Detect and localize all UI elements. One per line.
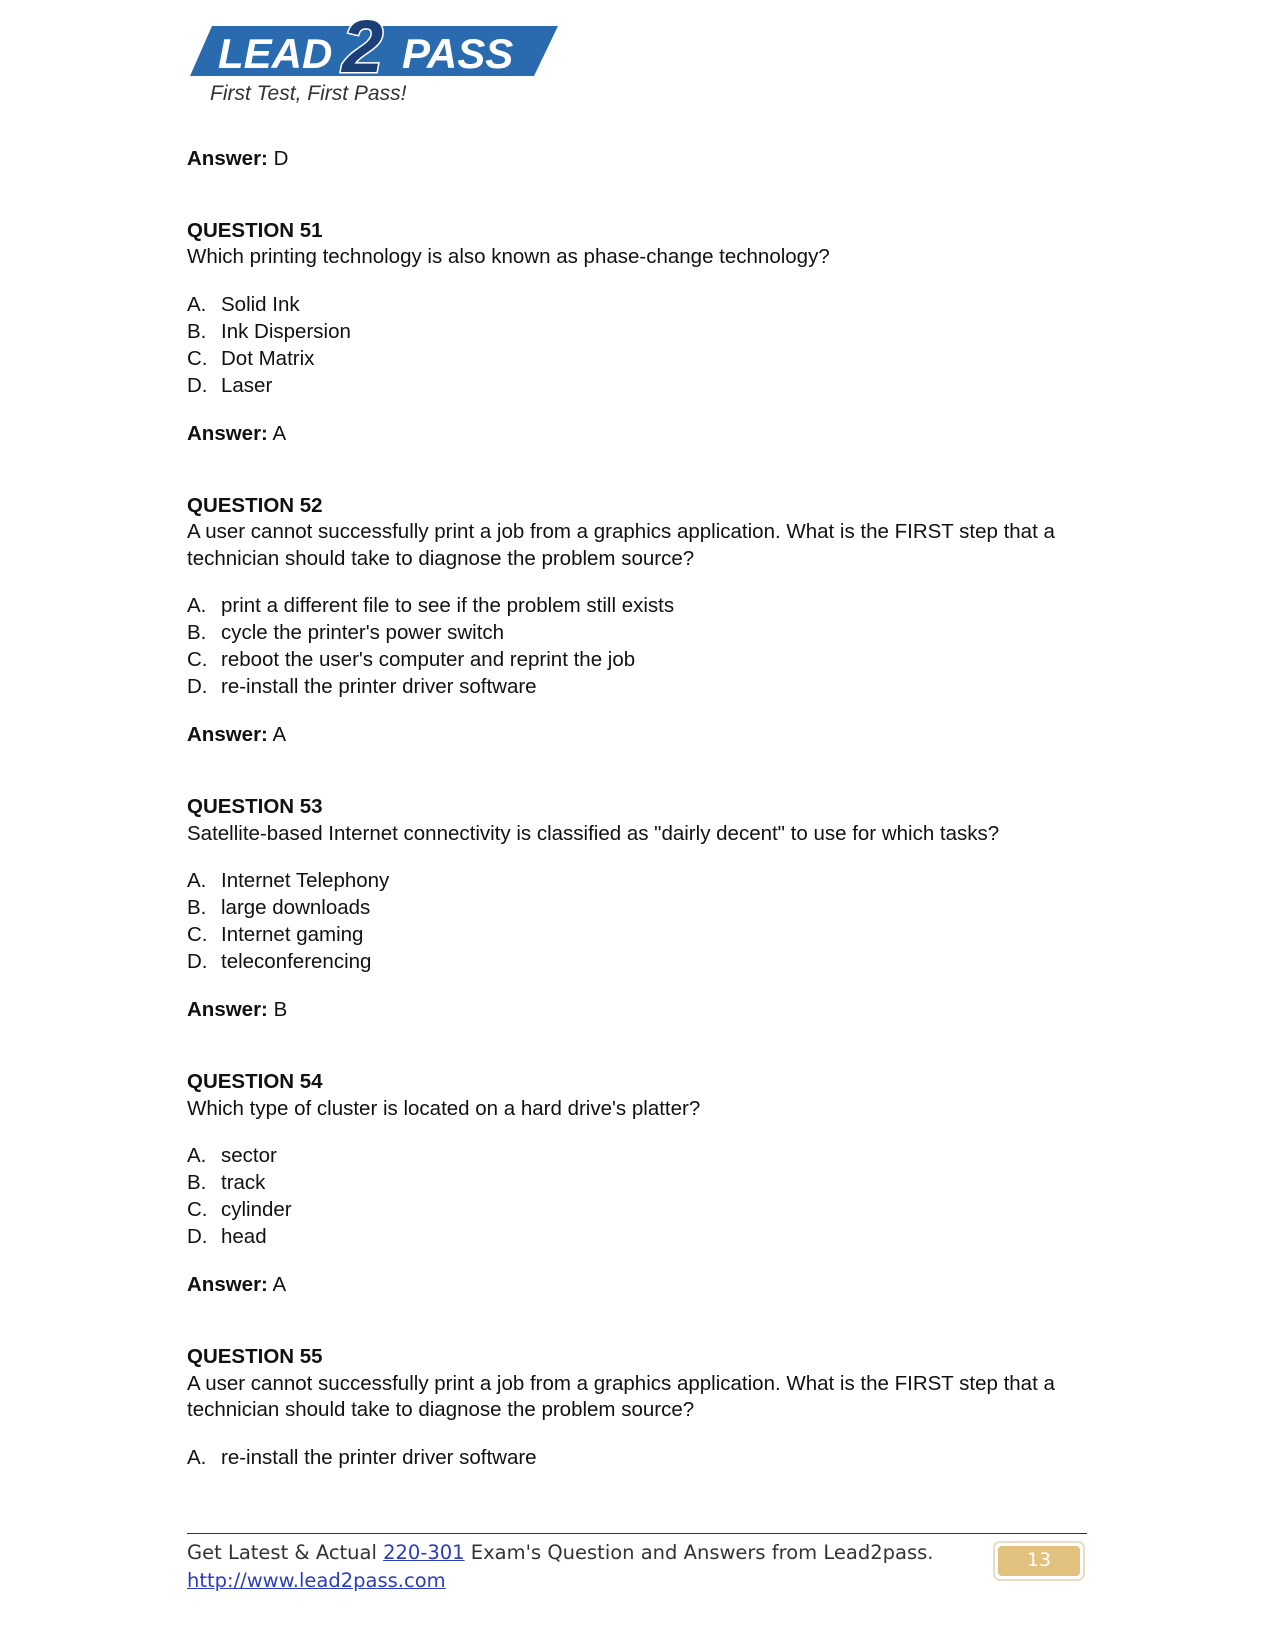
document-body	[187, 146, 1087, 1472]
question-heading: QUESTION 55	[187, 1344, 323, 1368]
question-answer	[187, 421, 1087, 448]
option-text: cylinder	[221, 1198, 292, 1222]
option-list	[187, 868, 1087, 976]
option-letter: D.	[187, 950, 208, 974]
exam-code-link[interactable]: 220-301	[383, 1541, 465, 1564]
option-item	[187, 647, 1087, 674]
answer-value: A	[272, 421, 287, 445]
answer-label: Answer:	[187, 421, 268, 445]
option-text: track	[221, 1171, 266, 1195]
footer-text	[187, 1539, 933, 1595]
page-number-badge	[993, 1541, 1085, 1581]
question-53	[187, 794, 1087, 1024]
option-letter: D.	[187, 675, 208, 699]
footer-suffix: Exam's Question and Answers from Lead2pass.	[464, 1541, 934, 1564]
logo-word-pass: PASS	[402, 30, 514, 77]
option-text: Internet Telephony	[221, 869, 390, 893]
option-letter: C.	[187, 648, 208, 672]
option-item	[187, 922, 1087, 949]
option-text: large downloads	[221, 896, 371, 920]
option-text: Ink Dispersion	[221, 319, 351, 343]
option-letter: A.	[187, 1144, 207, 1168]
option-text: Solid Ink	[221, 292, 300, 316]
question-text: Which type of cluster is located on a hard drive's platter?	[187, 1096, 701, 1120]
option-list	[187, 292, 1087, 400]
option-text: Dot Matrix	[221, 346, 315, 370]
logo-tagline: First Test, First Pass!	[210, 82, 407, 105]
question-text: A user cannot successfully print a job from a graphics application. What is the FIRST step that a technician should take to diagnose the problem source?	[187, 520, 1055, 570]
option-item	[187, 949, 1087, 976]
option-letter: A.	[187, 292, 207, 316]
footer-prefix: Get Latest & Actual	[187, 1541, 384, 1564]
footer-divider	[187, 1533, 1087, 1534]
option-letter: B.	[187, 896, 207, 920]
logo-word-lead: LEAD	[218, 30, 333, 77]
answer-label: Answer:	[187, 1273, 268, 1297]
option-item	[187, 674, 1087, 701]
question-heading: QUESTION 54	[187, 1070, 323, 1094]
option-letter: A.	[187, 1445, 207, 1469]
option-letter: A.	[187, 869, 207, 893]
question-text: Satellite-based Internet connectivity is classified as "dairly decent" to use for which tasks?	[187, 821, 1000, 845]
option-letter: B.	[187, 621, 207, 645]
option-letter: A.	[187, 594, 207, 618]
option-letter: C.	[187, 1198, 208, 1222]
question-answer	[187, 722, 1087, 749]
option-letter: D.	[187, 373, 208, 397]
answer-value: D	[273, 147, 289, 170]
answer-value: A	[272, 1273, 287, 1297]
option-letter: B.	[187, 319, 207, 343]
question-heading: QUESTION 53	[187, 795, 323, 819]
option-list	[187, 593, 1087, 701]
question-51	[187, 218, 1087, 448]
answer-value: A	[272, 723, 287, 747]
answer-value: B	[273, 998, 288, 1022]
site-url-link[interactable]: http://www.lead2pass.com	[187, 1569, 446, 1592]
option-item	[187, 373, 1087, 400]
option-item	[187, 895, 1087, 922]
option-text: re-install the printer driver software	[221, 1445, 537, 1469]
option-letter: C.	[187, 923, 208, 947]
option-text: print a different file to see if the problem still exists	[221, 594, 675, 618]
question-text: A user cannot successfully print a job from a graphics application. What is the FIRST step that a technician should take to diagnose the problem source?	[187, 1371, 1055, 1422]
question-55	[187, 1344, 1087, 1472]
answer-label: Answer:	[187, 998, 268, 1022]
question-54	[187, 1069, 1087, 1299]
option-item	[187, 1197, 1087, 1224]
option-item	[187, 346, 1087, 373]
option-item	[187, 620, 1087, 647]
question-52	[187, 493, 1087, 750]
option-list	[187, 1445, 1087, 1472]
option-letter: C.	[187, 346, 208, 370]
option-text: cycle the printer's power switch	[221, 621, 505, 645]
question-heading: QUESTION 52	[187, 493, 323, 517]
option-item	[187, 319, 1087, 346]
answer-label: Answer:	[187, 723, 268, 747]
option-list	[187, 1143, 1087, 1251]
option-letter: D.	[187, 1225, 208, 1249]
logo-digit-2: 2	[342, 6, 384, 88]
question-answer	[187, 1272, 1087, 1299]
option-item	[187, 292, 1087, 319]
option-item	[187, 1445, 1087, 1472]
option-item	[187, 1170, 1087, 1197]
option-text: Laser	[221, 373, 273, 397]
option-item	[187, 1224, 1087, 1251]
page-number: 13	[998, 1546, 1080, 1576]
option-text: head	[221, 1225, 267, 1249]
option-text: re-install the printer driver software	[221, 675, 537, 699]
page-footer	[187, 1533, 1087, 1592]
option-item	[187, 593, 1087, 620]
question-heading: QUESTION 51	[187, 218, 323, 242]
option-text: teleconferencing	[221, 950, 372, 974]
lead2pass-logo	[190, 6, 580, 106]
option-letter: B.	[187, 1171, 207, 1195]
option-item	[187, 868, 1087, 895]
answer-label: Answer:	[187, 147, 268, 170]
question-text: Which printing technology is also known as phase-change technology?	[187, 245, 830, 269]
option-text: reboot the user's computer and reprint the job	[221, 648, 636, 672]
previous-answer	[187, 146, 1087, 173]
option-text: sector	[221, 1144, 277, 1168]
option-text: Internet gaming	[221, 923, 364, 947]
option-item	[187, 1143, 1087, 1170]
question-answer	[187, 997, 1087, 1024]
